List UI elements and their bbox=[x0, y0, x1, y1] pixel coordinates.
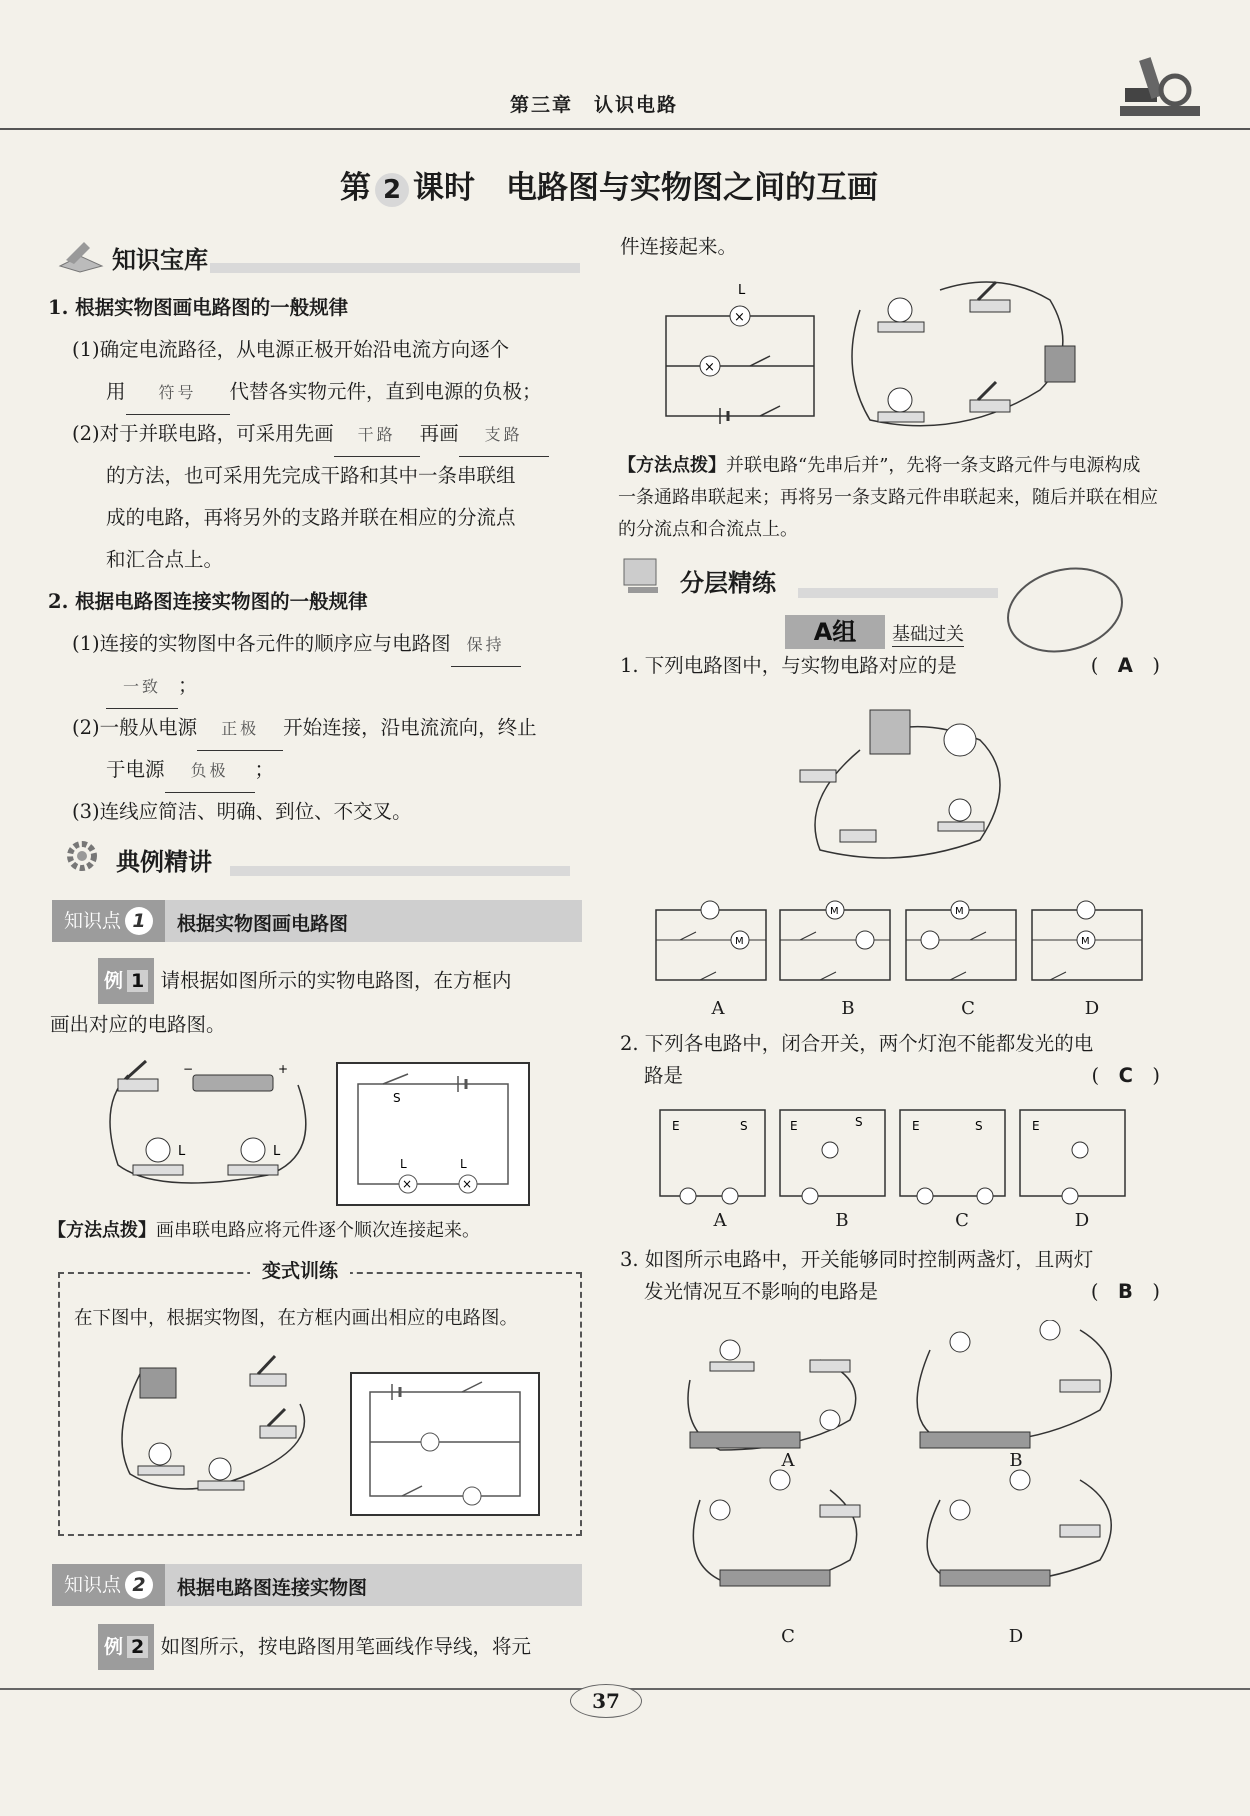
rule1-c: (2)对于并联电路，可采用先画 干路 再画 支路 bbox=[72, 413, 549, 457]
variant-training-box bbox=[58, 1260, 582, 1536]
question-2-cont: 路是 ( C ) bbox=[644, 1064, 1160, 1087]
q3-physical-options bbox=[680, 1320, 1140, 1620]
method-tip-1: 【方法点拨】画串联电路应将元件逐个顺次连接起来。 bbox=[48, 1220, 480, 1241]
q1-options bbox=[640, 880, 1160, 1000]
svg-text:−: − bbox=[183, 1062, 194, 1076]
answer-blank: 正极 bbox=[197, 708, 283, 751]
rule2-a: (1)连接的实物图中各元件的顺序应与电路图 保持 bbox=[72, 623, 521, 667]
svg-text:M: M bbox=[735, 936, 744, 947]
q2-options bbox=[650, 1100, 1150, 1210]
example-2-cont: 件连接起来。 bbox=[620, 235, 738, 258]
option-label: D bbox=[1008, 1626, 1024, 1647]
svg-text:+: + bbox=[278, 1062, 289, 1076]
variant-training-title: 变式训练 bbox=[250, 1256, 350, 1283]
svg-text:S: S bbox=[975, 1119, 983, 1133]
method-tip-2: 【方法点拨】并联电路“先串后并”，先将一条支路元件与电源构成一条通路串联起来；再将另一条支路元件串联起来，随后并联在相应的分流点和合流点上。 bbox=[618, 455, 1158, 540]
option-label: C bbox=[781, 1626, 795, 1647]
page-number: 37 bbox=[570, 1684, 642, 1718]
microscope-icon bbox=[1115, 48, 1205, 126]
svg-text:M: M bbox=[1081, 936, 1090, 947]
option-label: C bbox=[961, 998, 975, 1019]
q1-option-b bbox=[780, 901, 890, 980]
knowledge-point-1: 知识点 1 根据实物图画电路图 bbox=[52, 900, 582, 942]
svg-text:E: E bbox=[912, 1119, 920, 1133]
circuit-schematic bbox=[352, 1374, 538, 1514]
physical-circuit-diagram bbox=[98, 1055, 328, 1195]
q3-option-a bbox=[688, 1340, 856, 1450]
section-layered-practice: 分层精练 bbox=[680, 569, 776, 597]
q3-option-d bbox=[927, 1470, 1111, 1586]
answer-blank: 干路 bbox=[334, 414, 420, 457]
rule1-f: 和汇合点上。 bbox=[106, 548, 224, 571]
q1-option-c bbox=[906, 901, 1016, 980]
svg-text:L: L bbox=[178, 1144, 186, 1159]
svg-text:E: E bbox=[1032, 1119, 1040, 1133]
svg-text:S: S bbox=[855, 1115, 863, 1129]
svg-text:M: M bbox=[830, 906, 839, 917]
svg-text:E: E bbox=[790, 1119, 798, 1133]
circuit-schematic bbox=[338, 1064, 528, 1204]
section-bar bbox=[230, 866, 570, 876]
option-label: A bbox=[781, 1450, 795, 1471]
question-3-cont: 发光情况互不影响的电路是 ( B ) bbox=[644, 1280, 1160, 1303]
svg-text:L: L bbox=[460, 1157, 467, 1171]
chapter-header: 第三章 认识电路 bbox=[510, 94, 679, 116]
svg-text:×: × bbox=[704, 360, 715, 375]
q2-option-d bbox=[1020, 1110, 1125, 1204]
section-examples: 典例精讲 bbox=[116, 848, 212, 876]
question-3: 3. 如图所示电路中，开关能够同时控制两盏灯，且两灯 bbox=[620, 1248, 1094, 1271]
q2-option-a bbox=[660, 1110, 765, 1204]
physical-circuit-diagram bbox=[840, 270, 1080, 440]
rule1-e: 成的电路，再将另外的支路并联在相应的分流点 bbox=[106, 506, 516, 529]
circuit-schematic bbox=[660, 280, 820, 430]
group-subtitle: 基础过关 bbox=[892, 620, 964, 647]
option-label: A bbox=[711, 998, 725, 1019]
physical-circuit-diagram bbox=[110, 1354, 330, 1504]
answer-frame bbox=[336, 1062, 530, 1206]
option-label: C bbox=[955, 1210, 969, 1231]
answer-blank: 负极 bbox=[165, 750, 255, 793]
svg-text:E: E bbox=[672, 1119, 680, 1133]
rule2-e: (3)连线应简洁、明确、到位、不交叉。 bbox=[72, 800, 412, 823]
q2-option-b bbox=[780, 1110, 885, 1204]
q2-option-c bbox=[900, 1110, 1005, 1204]
physical-circuit-diagram bbox=[780, 700, 1020, 870]
rule2-c: (2)一般从电源 正极 开始连接，沿电流流向，终止 bbox=[72, 707, 537, 751]
q1-option-a bbox=[656, 901, 766, 980]
question-1: 1. 下列电路图中，与实物电路对应的是 ( A ) bbox=[620, 654, 1160, 677]
example-tag: 例 2 bbox=[98, 1624, 154, 1670]
book-icon bbox=[56, 236, 106, 274]
example-2: 例 2 如图所示，按电路图用笔画线作导线，将元 bbox=[98, 1624, 531, 1670]
svg-text:M: M bbox=[955, 906, 964, 917]
example-tag: 例 1 bbox=[98, 958, 154, 1004]
svg-text:S: S bbox=[393, 1091, 401, 1105]
gear-icon bbox=[58, 836, 108, 876]
group-label: A组 bbox=[785, 615, 885, 649]
option-label: A bbox=[713, 1210, 727, 1231]
option-label: B bbox=[841, 998, 855, 1019]
computer-icon bbox=[618, 555, 672, 599]
answer-blank: 符号 bbox=[126, 372, 230, 415]
svg-text:S: S bbox=[740, 1119, 748, 1133]
answer-blank: 保持 bbox=[451, 624, 521, 667]
answer-blank: 支路 bbox=[459, 414, 549, 457]
option-label: D bbox=[1074, 1210, 1090, 1231]
svg-text:×: × bbox=[734, 310, 745, 325]
section-bar bbox=[210, 263, 580, 273]
rule1-title: 1. 根据实物图画电路图的一般规律 bbox=[48, 296, 349, 319]
svg-text:×: × bbox=[402, 1177, 413, 1191]
option-label: B bbox=[835, 1210, 849, 1231]
rule1-a: (1)确定电流路径，从电源正极开始沿电流方向逐个 bbox=[72, 338, 510, 361]
svg-text:L: L bbox=[273, 1144, 281, 1159]
rule2-d: 于电源 负极 ； bbox=[106, 749, 274, 793]
rule1-b: 用 符号 代替各实物元件，直到电源的负极； bbox=[106, 371, 542, 415]
variant-training-text: 在下图中，根据实物图，在方框内画出相应的电路图。 bbox=[74, 1308, 519, 1329]
example-1-cont: 画出对应的电路图。 bbox=[50, 1013, 226, 1036]
rule2-title: 2. 根据电路图连接实物图的一般规律 bbox=[48, 590, 368, 613]
example-1: 例 1 请根据如图所示的实物电路图，在方框内 bbox=[98, 958, 511, 1004]
q3-option-b bbox=[917, 1320, 1111, 1448]
option-label: D bbox=[1084, 998, 1100, 1019]
question-2: 2. 下列各电路中，闭合开关，两个灯泡不能都发光的电 bbox=[620, 1032, 1094, 1055]
svg-text:L: L bbox=[400, 1157, 407, 1171]
rule2-b: 一致 ； bbox=[106, 665, 198, 709]
svg-text:×: × bbox=[462, 1177, 473, 1191]
q1-option-d bbox=[1032, 901, 1142, 980]
rule1-d: 的方法，也可采用先完成干路和其中一条串联组 bbox=[106, 464, 516, 487]
q3-option-c bbox=[693, 1470, 860, 1586]
answer-frame bbox=[350, 1372, 540, 1516]
homework-stamp bbox=[1000, 560, 1130, 660]
knowledge-point-2: 知识点 2 根据电路图连接实物图 bbox=[52, 1564, 582, 1606]
answer-blank: 一致 bbox=[106, 666, 178, 709]
section-knowledge-base: 知识宝库 bbox=[112, 246, 208, 274]
lesson-title: 第 2 课时 电路图与实物图之间的互画 bbox=[340, 170, 878, 206]
svg-text:L: L bbox=[738, 283, 746, 298]
section-bar bbox=[798, 588, 998, 598]
option-label: B bbox=[1009, 1450, 1023, 1471]
